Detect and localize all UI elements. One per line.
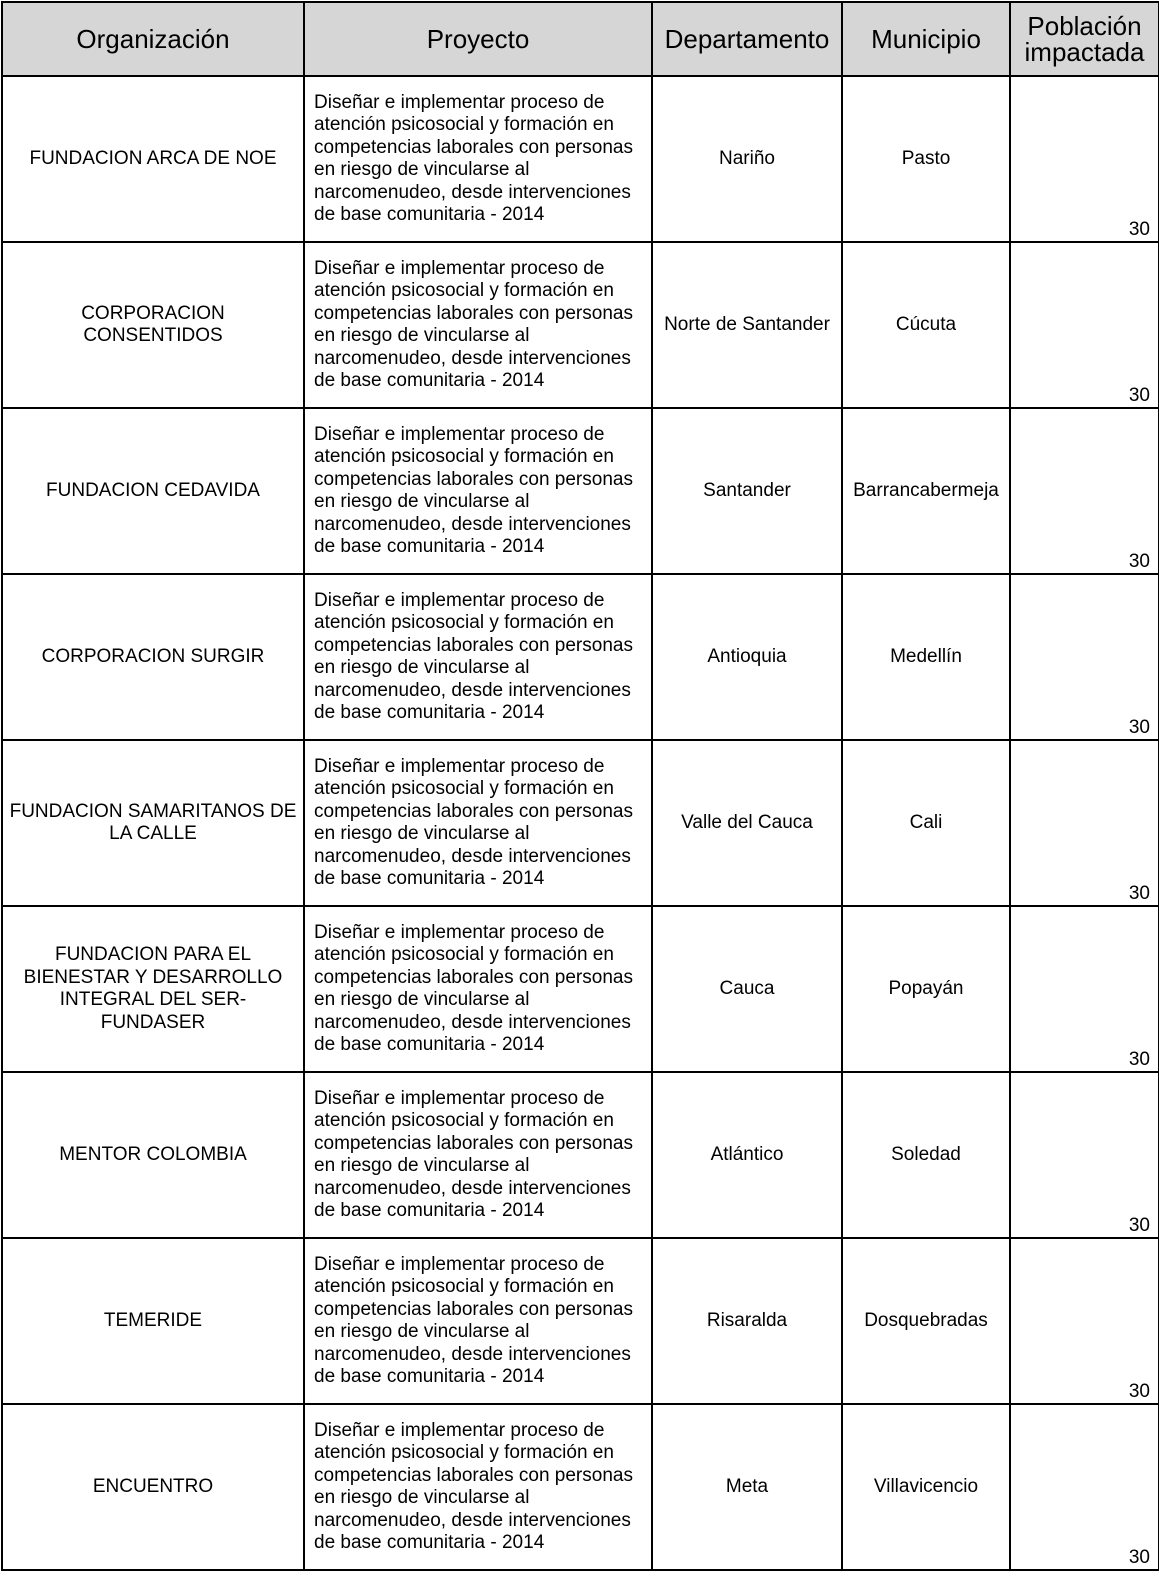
cell-municipio: Barrancabermeja xyxy=(842,408,1010,574)
poblacion-value: 30 xyxy=(1128,1049,1150,1070)
cell-proyecto: Diseñar e implementar proceso de atención psicosocial y formación en competencias laborales con personas en riesgo de vincularse al narcomenudeo, desde intervenciones de base comunitaria - 2014 xyxy=(304,242,652,408)
cell-poblacion xyxy=(1010,242,1159,408)
cell-proyecto: Diseñar e implementar proceso de atención psicosocial y formación en competencias laborales con personas en riesgo de vincularse al narcomenudeo, desde intervenciones de base comunitaria - 2014 xyxy=(304,76,652,242)
cell-organizacion: CORPORACION SURGIR xyxy=(2,574,304,740)
cell-municipio: Cúcuta xyxy=(842,242,1010,408)
cell-municipio: Popayán xyxy=(842,906,1010,1072)
cell-organizacion: TEMERIDE xyxy=(2,1238,304,1404)
cell-poblacion xyxy=(1010,1238,1159,1404)
header-municipio: Municipio xyxy=(842,2,1010,76)
cell-poblacion xyxy=(1010,1404,1159,1570)
header-poblacion: Población impactada xyxy=(1010,2,1159,76)
cell-poblacion xyxy=(1010,906,1159,1072)
cell-organizacion: FUNDACION PARA EL BIENESTAR Y DESARROLLO INTEGRAL DEL SER-FUNDASER xyxy=(2,906,304,1072)
cell-organizacion: FUNDACION ARCA DE NOE xyxy=(2,76,304,242)
cell-departamento: Nariño xyxy=(652,76,842,242)
cell-municipio: Villavicencio xyxy=(842,1404,1010,1570)
table-row xyxy=(2,906,1159,1072)
cell-municipio: Cali xyxy=(842,740,1010,906)
cell-proyecto: Diseñar e implementar proceso de atención psicosocial y formación en competencias laborales con personas en riesgo de vincularse al narcomenudeo, desde intervenciones de base comunitaria - 2014 xyxy=(304,740,652,906)
cell-proyecto: Diseñar e implementar proceso de atención psicosocial y formación en competencias laborales con personas en riesgo de vincularse al narcomenudeo, desde intervenciones de base comunitaria - 2014 xyxy=(304,408,652,574)
poblacion-value: 30 xyxy=(1128,1215,1150,1236)
cell-departamento: Meta xyxy=(652,1404,842,1570)
cell-poblacion xyxy=(1010,76,1159,242)
cell-municipio: Pasto xyxy=(842,76,1010,242)
table-row xyxy=(2,574,1159,740)
table-row xyxy=(2,408,1159,574)
cell-departamento: Risaralda xyxy=(652,1238,842,1404)
cell-poblacion xyxy=(1010,740,1159,906)
cell-proyecto: Diseñar e implementar proceso de atención psicosocial y formación en competencias laborales con personas en riesgo de vincularse al narcomenudeo, desde intervenciones de base comunitaria - 2014 xyxy=(304,574,652,740)
cell-departamento: Norte de Santander xyxy=(652,242,842,408)
poblacion-value: 30 xyxy=(1128,717,1150,738)
cell-departamento: Cauca xyxy=(652,906,842,1072)
table-row xyxy=(2,740,1159,906)
table-row xyxy=(2,1072,1159,1238)
poblacion-value: 30 xyxy=(1128,1547,1150,1568)
table-row xyxy=(2,1404,1159,1570)
cell-organizacion: CORPORACION CONSENTIDOS xyxy=(2,242,304,408)
cell-organizacion: MENTOR COLOMBIA xyxy=(2,1072,304,1238)
cell-organizacion: FUNDACION SAMARITANOS DE LA CALLE xyxy=(2,740,304,906)
cell-proyecto: Diseñar e implementar proceso de atención psicosocial y formación en competencias laborales con personas en riesgo de vincularse al narcomenudeo, desde intervenciones de base comunitaria - 2014 xyxy=(304,1404,652,1570)
poblacion-value: 30 xyxy=(1128,1381,1150,1402)
cell-municipio: Dosquebradas xyxy=(842,1238,1010,1404)
cell-municipio: Soledad xyxy=(842,1072,1010,1238)
cell-poblacion xyxy=(1010,1072,1159,1238)
cell-proyecto: Diseñar e implementar proceso de atención psicosocial y formación en competencias laborales con personas en riesgo de vincularse al narcomenudeo, desde intervenciones de base comunitaria - 2014 xyxy=(304,1072,652,1238)
table-row xyxy=(2,1238,1159,1404)
cell-municipio: Medellín xyxy=(842,574,1010,740)
table-header-row xyxy=(2,2,1159,76)
cell-poblacion xyxy=(1010,574,1159,740)
table-row xyxy=(2,242,1159,408)
cell-organizacion: ENCUENTRO xyxy=(2,1404,304,1570)
cell-departamento: Valle del Cauca xyxy=(652,740,842,906)
poblacion-value: 30 xyxy=(1128,219,1150,240)
poblacion-value: 30 xyxy=(1128,551,1150,572)
table-row xyxy=(2,76,1159,242)
cell-proyecto: Diseñar e implementar proceso de atención psicosocial y formación en competencias laborales con personas en riesgo de vincularse al narcomenudeo, desde intervenciones de base comunitaria - 2014 xyxy=(304,1238,652,1404)
cell-departamento: Antioquia xyxy=(652,574,842,740)
cell-proyecto: Diseñar e implementar proceso de atención psicosocial y formación en competencias laborales con personas en riesgo de vincularse al narcomenudeo, desde intervenciones de base comunitaria - 2014 xyxy=(304,906,652,1072)
cell-organizacion: FUNDACION CEDAVIDA xyxy=(2,408,304,574)
cell-poblacion xyxy=(1010,408,1159,574)
cell-departamento: Santander xyxy=(652,408,842,574)
organizations-table xyxy=(1,1,1159,1571)
header-proyecto: Proyecto xyxy=(304,2,652,76)
header-departamento: Departamento xyxy=(652,2,842,76)
poblacion-value: 30 xyxy=(1128,883,1150,904)
header-organizacion: Organización xyxy=(2,2,304,76)
poblacion-value: 30 xyxy=(1128,385,1150,406)
cell-departamento: Atlántico xyxy=(652,1072,842,1238)
